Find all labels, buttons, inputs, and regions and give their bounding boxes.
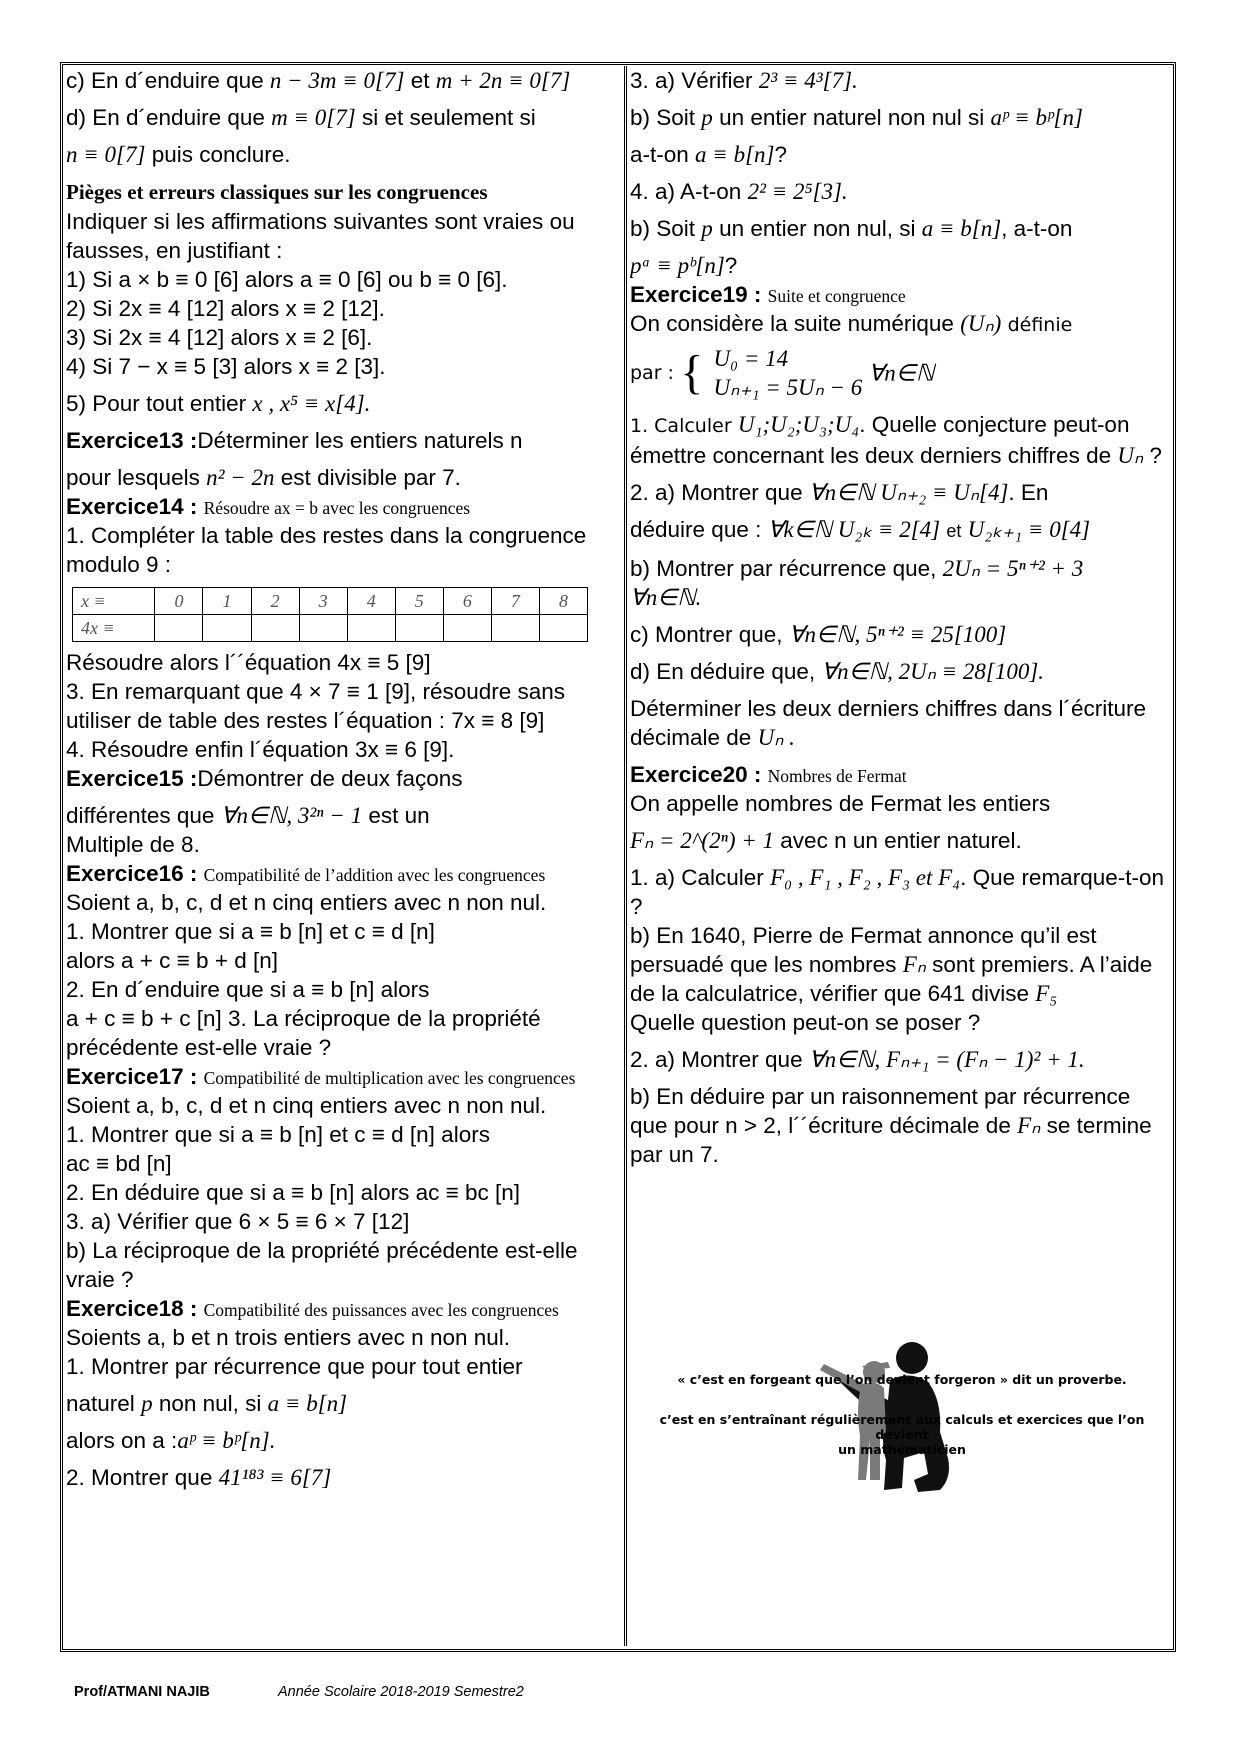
table-cell: [203, 615, 251, 642]
text-line: d) En d´enduire que m ≡ 0[7] si et seulement si: [66, 105, 536, 130]
text-line: b) En déduire par un raisonnement par récurrence que pour n > 2, l´´écriture décimale de Fₙ se termine par un 7.: [630, 1084, 1152, 1167]
quote-line-3: un mathématicien: [838, 1442, 966, 1457]
table-cell: [443, 615, 491, 642]
text-line: alors a + c ≡ b + d [n]: [66, 948, 278, 973]
list-item: 3) Si 2x ≡ 4 [12] alors x ≡ 2 [6].: [66, 325, 373, 350]
quote-line-1: « c’est en forgeant que l’on devient forgeron » dit un proverbe.: [677, 1372, 1127, 1387]
table-cell: [299, 615, 347, 642]
table-cell: 5: [395, 588, 443, 615]
text-line: 3. En remarquant que 4 × 7 ≡ 1 [9], résoudre sans utiliser de table des restes l´équation : 7x ≡ 8 [9]: [66, 679, 566, 733]
exercise-19: Exercice19 : Suite et congruence: [630, 282, 906, 307]
text-line: b) Soit p un entier naturel non nul si aᵖ ≡ bᵖ[n]: [630, 105, 1083, 130]
footer-year: Année Scolaire 2018-2019 Semestre2: [278, 1684, 524, 1700]
text-line: naturel p non nul, si a ≡ b[n]: [66, 1391, 348, 1416]
footer-author: Prof/ATMANI NAJIB: [74, 1684, 210, 1700]
table-cell: [395, 615, 443, 642]
list-item: 2) Si 2x ≡ 4 [12] alors x ≡ 2 [12].: [66, 296, 385, 321]
exercise-13: Exercice13 :Déterminer les entiers naturels n: [66, 428, 523, 453]
exercise-18: Exercice18 : Compatibilité des puissances avec les congruences: [66, 1296, 559, 1321]
text-line: a-t-on a ≡ b[n]?: [630, 142, 787, 167]
table-row: [73, 588, 588, 615]
quote-line-2: c’est en s’entraînant régulièrement aux calculs et exercices que l’on devient: [659, 1412, 1145, 1442]
text-line: déduire que : ∀k∈ℕ U₂ₖ ≡ 2[4] et U₂ₖ₊₁ ≡ 0[4]: [630, 517, 1091, 542]
table-cell: [539, 615, 587, 642]
table-cell: 4x ≡: [73, 615, 155, 642]
table-cell: 0: [155, 588, 203, 615]
text-line: On appelle nombres de Fermat les entiers: [630, 791, 1051, 816]
pieges-title: Pièges et erreurs classiques sur les congruences: [66, 180, 488, 204]
exercise-20: Exercice20 : Nombres de Fermat: [630, 762, 907, 787]
table-row: [73, 615, 588, 642]
text-line: pour lesquels n² − 2n est divisible par 7.: [66, 465, 461, 490]
column-divider: [624, 66, 627, 1646]
text-line: 4. a) A-t-on 2² ≡ 2⁵[3].: [630, 179, 848, 204]
text-line: b) La réciproque de la propriété précédente est-elle vraie ?: [66, 1238, 578, 1292]
text-line: Multiple de 8.: [66, 832, 200, 857]
table-cell: 1: [203, 588, 251, 615]
text-line: 4. Résoudre enfin l´équation 3x ≡ 6 [9].: [66, 737, 455, 762]
text-line: 2. a) Montrer que ∀n∈ℕ, Fₙ₊₁ = (Fₙ − 1)² + 1.: [630, 1047, 1085, 1072]
text-line: alors on a :aᵖ ≡ bᵖ[n].: [66, 1428, 276, 1453]
table-cell: [251, 615, 299, 642]
list-item: 5) Pour tout entier x , x⁵ ≡ x[4].: [66, 391, 371, 416]
table-cell: 3: [299, 588, 347, 615]
text-line: b) Montrer par récurrence que, 2Uₙ = 5ⁿ⁺² + 3: [630, 556, 1084, 581]
list-item: 1) Si a × b ≡ 0 [6] alors a ≡ 0 [6] ou b ≡ 0 [6].: [66, 267, 508, 292]
table-cell: [155, 615, 203, 642]
text-line: 2. En déduire que si a ≡ b [n] alors ac ≡ bc [n]: [66, 1180, 521, 1205]
system: U₀ = 14 Uₙ₊₁ = 5Uₙ − 6: [713, 346, 863, 400]
text-line: 1. Montrer que si a ≡ b [n] et c ≡ d [n] alors: [66, 1122, 490, 1147]
text-line: a + c ≡ b + c [n] 3. La réciproque de la propriété précédente est-elle vraie ?: [66, 1006, 541, 1060]
table-cell: 8: [539, 588, 587, 615]
text-line: 1. Calculer U₁;U₂;U₃;U₄. Quelle conjecture peut-on émettre concernant les deux derniers chiffres de Uₙ ?: [630, 412, 1162, 468]
text-line: 3. a) Vérifier 2³ ≡ 4³[7].: [630, 68, 858, 93]
table-cell: 7: [491, 588, 539, 615]
table-cell: x ≡: [73, 588, 155, 615]
exercise-17: Exercice17 : Compatibilité de multiplication avec les congruences: [66, 1064, 576, 1089]
text-line: d) En déduire que, ∀n∈ℕ, 2Uₙ ≡ 28[100].: [630, 659, 1045, 684]
text-line: b) Soit p un entier non nul, si a ≡ b[n], a-t-on: [630, 216, 1073, 241]
text-line: Déterminer les deux derniers chiffres dans l´écriture décimale de Uₙ .: [630, 696, 1147, 750]
text-line: Soient a, b, c, d et n cinq entiers avec n non nul.: [66, 1093, 547, 1118]
text-line: c) Montrer que, ∀n∈ℕ, 5ⁿ⁺² ≡ 25[100]: [630, 622, 1007, 647]
exercise-15: Exercice15 :Démontrer de deux façons: [66, 766, 463, 791]
text-line: On considère la suite numérique (Uₙ) définie: [630, 311, 1073, 336]
text-line: ac ≡ bd [n]: [66, 1151, 172, 1176]
text-line: Quelle question peut-on se poser ?: [630, 1010, 981, 1035]
text-line: pᵃ ≡ pᵇ[n]?: [630, 253, 738, 278]
text-line: Résoudre alors l´´équation 4x ≡ 5 [9]: [66, 650, 431, 675]
table-cell: [491, 615, 539, 642]
text-line: n ≡ 0[7] puis conclure.: [66, 142, 291, 167]
table-cell: 2: [251, 588, 299, 615]
text-line: c) En d´enduire que n − 3m ≡ 0[7] et m + 2n ≡ 0[7]: [66, 68, 571, 93]
sequence-definition: par : { U₀ = 14 Uₙ₊₁ = 5Uₙ − 6 ∀n∈ℕ: [630, 346, 935, 400]
text-line: 2. a) Montrer que ∀n∈ℕ Uₙ₊₂ ≡ Uₙ[4]. En: [630, 480, 1049, 505]
text-line: b) En 1640, Pierre de Fermat annonce qu’il est persuadé que les nombres Fₙ sont premiers. A l’aide de la calculatrice, vérifier que 641 divise F₅: [630, 923, 1153, 1006]
text-line: 1. a) Calculer F₀ , F₁ , F₂ , F₃ et F₄. Que remarque-t-on ?: [630, 865, 1164, 919]
exercise-14: Exercice14 : Résoudre ax = b avec les congruences: [66, 494, 471, 519]
brace: {: [680, 346, 704, 399]
table-cell: 4: [347, 588, 395, 615]
text-line: ∀n∈ℕ.: [630, 585, 702, 610]
text-line: Soient a, b, c, d et n cinq entiers avec n non nul.: [66, 890, 547, 915]
text-line: 2. Montrer que 41¹⁸³ ≡ 6[7]: [66, 1465, 332, 1490]
list-item: 4) Si 7 − x ≡ 5 [3] alors x ≡ 2 [3].: [66, 354, 386, 379]
pieges-intro: Indiquer si les affirmations suivantes sont vraies ou fausses, en justifiant :: [66, 209, 575, 263]
left-column: [66, 66, 622, 1648]
text-line: 3. a) Vérifier que 6 × 5 ≡ 6 × 7 [12]: [66, 1209, 410, 1234]
text-line: 1. Montrer par récurrence que pour tout entier: [66, 1354, 523, 1379]
text-line: 1. Montrer que si a ≡ b [n] et c ≡ d [n]: [66, 919, 435, 944]
exercise-16: Exercice16 : Compatibilité de l’addition avec les congruences: [66, 861, 546, 886]
remainder-table: [72, 587, 588, 642]
text-line: Soients a, b et n trois entiers avec n non nul.: [66, 1325, 511, 1350]
text-line: différentes que ∀n∈ℕ, 3²ⁿ − 1 est un: [66, 803, 430, 828]
table-cell: 6: [443, 588, 491, 615]
text-line: Fₙ = 2^(2ⁿ) + 1 avec n un entier naturel.: [630, 828, 1022, 853]
table-cell: [347, 615, 395, 642]
text-line: 2. En d´enduire que si a ≡ b [n] alors: [66, 977, 430, 1002]
text-line: 1. Compléter la table des restes dans la congruence modulo 9 :: [66, 523, 587, 577]
